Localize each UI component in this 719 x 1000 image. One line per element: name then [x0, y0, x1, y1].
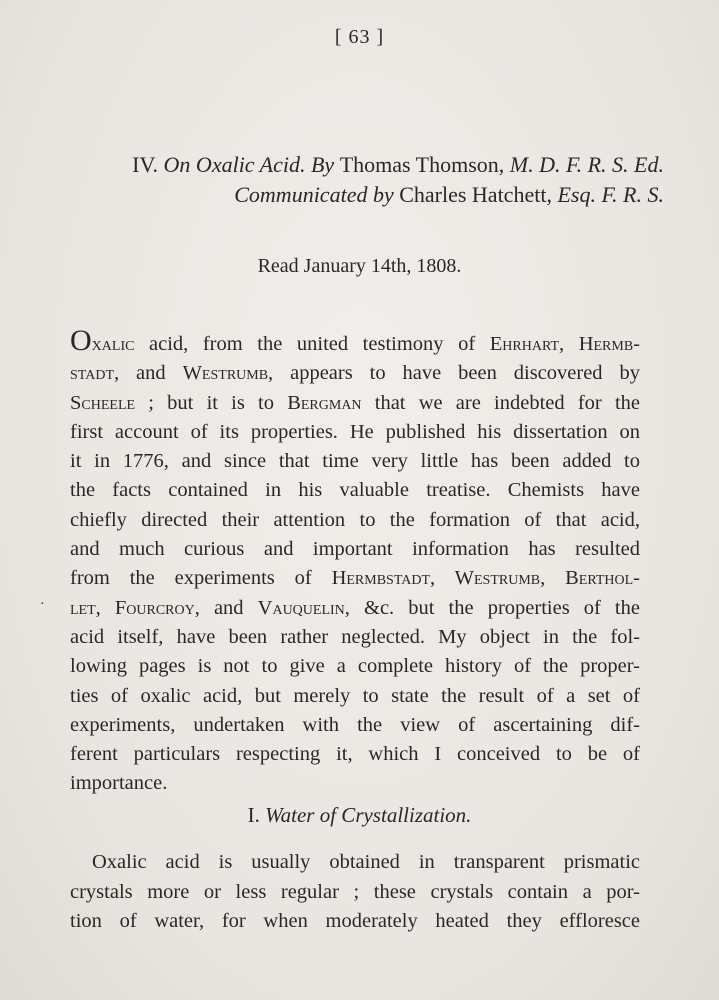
text-run: xalic — [91, 333, 135, 355]
text-line: ties of oxalic acid, but merely to state the result of a set of — [70, 684, 640, 707]
text-line: ferent particulars respecting it, which I conceived to be of — [70, 743, 640, 766]
text-line — [70, 359, 640, 388]
section-title: Water of Crystallization. — [265, 803, 472, 827]
page-number: [ 63 ] — [334, 26, 385, 48]
text-line: crystals more or less regular ; these crystals contain a por- — [70, 880, 640, 903]
text-line — [70, 389, 640, 418]
drop-cap: O — [70, 324, 92, 357]
text-line: Oxalic acid is usually obtained in transparent prismatic — [92, 851, 640, 873]
text-run: and — [199, 596, 258, 619]
title-line-1 — [70, 150, 664, 180]
text-run: Ehrhart, Hermb- — [489, 333, 641, 355]
communicator-title: Esq. F. R. S. — [557, 182, 664, 207]
text-run: Hermbstadt, Westrumb, Berthol- — [331, 567, 640, 590]
title-italic: On Oxalic Acid. By — [163, 152, 340, 177]
text-run: ; but it is to — [135, 391, 288, 414]
text-line: it in 1776, and since that time very little has been added to — [70, 450, 640, 473]
text-run: Scheele — [70, 391, 136, 414]
paragraph-2 — [70, 848, 640, 937]
text-run: Westrumb, — [182, 362, 274, 385]
text-line: experiments, undertaken with the view of ascertaining dif- — [70, 713, 640, 736]
article-number: IV. — [132, 152, 164, 177]
text-line — [70, 324, 641, 359]
text-run: Bergman — [287, 391, 362, 414]
text-run: that we are indebted for the — [361, 391, 640, 414]
title-line-2 — [70, 180, 664, 210]
text-line: acid itself, have been rather neglected. My object in the fol- — [70, 625, 640, 648]
section-heading — [0, 803, 719, 828]
text-run: acid, from the united testimony of — [134, 333, 490, 355]
text-line: lowing pages is not to give a complete history of the proper- — [70, 655, 640, 678]
text-line: and much curious and important information has resulted — [70, 538, 640, 561]
text-line: first account of its properties. He published his dissertation on — [70, 420, 640, 443]
paper-title — [70, 150, 664, 210]
section-number: I. — [247, 803, 266, 827]
text-run: appears to have been discovered by — [273, 362, 640, 385]
text-run: let, Fourcroy, — [70, 596, 200, 619]
communicated-by: Communicated by — [234, 182, 400, 207]
author-name: Thomas Thomson, — [339, 152, 510, 177]
communicator-name: Charles Hatchett, — [399, 182, 558, 207]
text-line: chiefly directed their attention to the formation of that acid, — [70, 508, 640, 531]
text-line: tion of water, for when moderately heated they effloresce — [70, 910, 640, 932]
text-run: from the experiments of — [70, 567, 332, 590]
author-degrees: M. D. F. R. S. Ed. — [509, 152, 664, 177]
text-run: Vauquelin, — [257, 596, 350, 619]
text-run: and — [119, 362, 183, 385]
text-run: &c. but the properties of the — [349, 596, 640, 619]
text-line — [70, 564, 640, 593]
text-run: stadt, — [70, 362, 120, 385]
paragraph-1 — [70, 324, 641, 799]
text-line: the facts contained in his valuable treatise. Chemists have — [70, 479, 640, 502]
margin-dot: · — [40, 597, 45, 612]
read-date: Read January 14th, 1808. — [257, 255, 462, 277]
text-line: importance. — [70, 772, 168, 795]
text-line — [70, 594, 640, 623]
